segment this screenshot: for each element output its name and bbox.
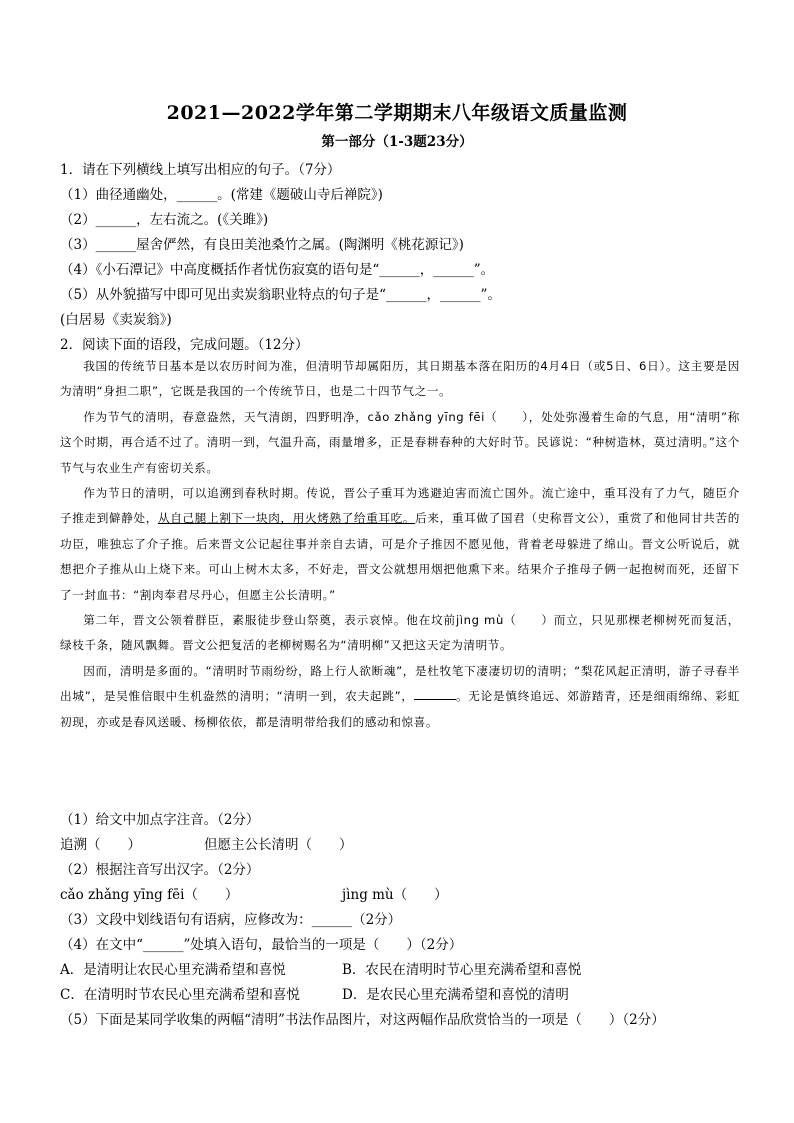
exam-title: 2021—2022学年第二学期期末八年级语文质量监测: [166, 102, 628, 124]
option-d: D．是农民心里充满希望和喜悦的清明: [342, 987, 569, 1003]
subq-4: （4）在文中“______”处填入语句，最恰当的一项是（ ）（2分）: [60, 937, 463, 953]
q1-item-5-source: (白居易《卖炭翁》): [60, 312, 172, 328]
underlined-sentence: 从自己腿上割下一块肉，用火烤熟了给重耳吃。: [157, 511, 416, 526]
fill-blank: [414, 699, 456, 700]
q1-item-4: （4）《小石潭记》中高度概括作者忧伤寂寞的语句是“______，______”。: [60, 262, 495, 278]
passage-paragraph-5: [60, 659, 740, 735]
option-a: A．是清明让农民心里充满希望和喜悦: [60, 962, 286, 978]
paragraph-3-text-b: 后来，重耳做了国君（史称晋文公），重赏了和他同甘共苦的功臣，唯独忘了介子推。后来晋文公记起往事并亲自去请，可是介子推因不愿见他，背着老母躲进了绵山。晋文公听说后，就想把介子推从山上烧下来。可山上树木太多，不好走，晋文公就想用烟把他熏下来。结果介子推母子俩一起抱树而死，还留下了一封血书：“割肉奉君尽丹心，但愿主公长清明。”: [60, 511, 740, 602]
subq-2-item-b: jìng mù（ ）: [342, 887, 448, 903]
paragraph-5-text-a: 因而，清明是多面的。“清明时节雨纷纷，路上行人欲断魂”，是杜牧笔下凄凄切切的清明；“梨花风起正清明，游子寻春半出城”，是吴惟信眼中生机盎然的清明；“清明一到，农夫起跳”，: [60, 663, 740, 704]
passage-paragraph-1: 我国的传统节日基本是以农历时间为准，但清明节却属阳历，其日期基本落在阳历的4月4日（或5日、6日）。这主要是因为清明“身担二职”，它既是我国的一个传统节日，也是二十四节气之一。: [60, 359, 740, 399]
subq-1: （1）给文中加点字注音。（2分）: [60, 812, 260, 828]
passage-paragraph-4: 第二年，晋文公领着群臣，素服徒步登山祭奠，表示哀悼。他在坟前jìng mù（ ）而立，只见那棵老柳树死而复活，绿枝千条，随风飘舞。晋文公把复活的老柳树赐名为“清明柳”又把这天定为清明节。: [60, 613, 740, 653]
q1-item-2: （2）______，左右流之。(《关雎》): [60, 212, 269, 228]
subq-5: （5）下面是某同学收集的两幅“清明”书法作品图片，对这两幅作品欣赏恰当的一项是（ ）（2分）: [60, 1012, 665, 1028]
reading-passage: [60, 354, 740, 735]
subq-2-item-a: cǎo zhǎng yīng fēi（ ）: [60, 887, 239, 903]
q1-item-3: （3）______屋舍俨然，有良田美池桑竹之属。(陶渊明《桃花源记》): [60, 237, 464, 253]
passage-paragraph-2: 作为节气的清明，春意盎然，天气清朗，四野明净，cǎo zhǎng yīng fēi（ ），处处弥漫着生命的气息，用“清明”称这个时期，再合适不过了。清明一到，气温升高，雨量增多，正是春耕春种的大好时节。民谚说：“种树造林，莫过清明。”这个节气与农业生产有密切关系。: [60, 409, 740, 475]
passage-paragraph-3: [60, 481, 740, 608]
subq-3: （3）文段中划线语句有语病，应修改为：______（2分）: [60, 912, 402, 928]
subq-1-item-a: 追溯（ ）: [60, 837, 141, 853]
paragraph-5-text-b: 。无论是慎终追远、郊游踏青，还是细雨绵绵、彩虹初现，亦或是春风送暖、杨柳依依，都是清明带给我们的感动和惊喜。: [60, 689, 740, 729]
q1-stem: 1．请在下列横线上填写出相应的句子。（7分）: [60, 162, 341, 178]
option-b: B．农民在清明时节心里充满希望和喜悦: [342, 962, 582, 978]
paragraph-3-text-a: 作为节日的清明，可以追溯到春秋时期。传说，晋公子重耳为逃避迫害而流亡国外。流亡途中，重耳没有了力气，随臣介子推走到僻静处，: [60, 486, 740, 526]
q2-stem: 2．阅读下面的语段，完成问题。（12分）: [60, 337, 309, 353]
q1-item-1: （1）曲径通幽处，______。(常建《题破山寺后禅院》): [60, 187, 383, 203]
section-heading: 第一部分（1-3题23分）: [321, 134, 473, 150]
q1-item-5: （5）从外貌描写中即可见出卖炭翁职业特点的句子是“______，______”。: [60, 287, 501, 303]
subq-2: （2）根据注音写出汉字。（2分）: [60, 862, 260, 878]
option-c: C．在清明时节农民心里充满希望和喜悦: [60, 987, 300, 1003]
subq-1-item-b: 但愿主公长清明（ ）: [204, 837, 353, 853]
